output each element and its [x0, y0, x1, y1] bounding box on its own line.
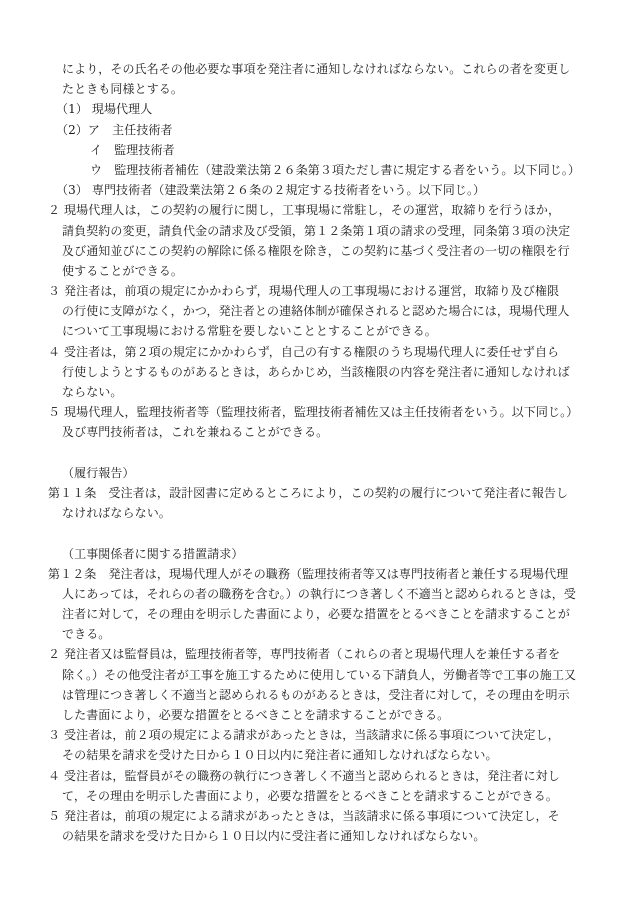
text-line: 第１２条 発注者は，現場代理人がその職務（監理技術者等又は専門技術者と兼任する現場代理 — [48, 566, 569, 581]
blank-line — [48, 443, 586, 463]
text-line: について工事現場における常駐を要しないこととすることができる。 — [62, 324, 437, 339]
text-line: て，その理由を明示した書面により，必要な措置をとるべきことを請求することができる。 — [62, 788, 558, 803]
text-line: 除く。）その他受注者が工事を施工するために使用している下請負人，労働者等で工事の施工又 — [62, 667, 577, 682]
text-line: （履行報告） — [62, 465, 135, 480]
text-line: ５ 発注者は，前項の規定による請求があったときは，当該請求に係る事項について決定し，そ — [48, 808, 560, 823]
text-line: 使することができる。 — [62, 263, 184, 278]
text-line: は管理につき著しく不適当と認められるものがあるときは，受注者に対して，その理由を明示 — [62, 687, 570, 702]
text-line: ３ 発注者は，前項の規定にかかわらず，現場代理人の工事現場における運営，取締り及び権限 — [48, 284, 560, 299]
text-line: ５ 現場代理人，監理技術者等（監理技術者，監理技術者補佐又は主任技術者をいう。以下同じ。） — [48, 405, 579, 420]
text-line: の結果を請求を受けた日から１０日以内に受注者に通知しなければならない。 — [62, 829, 486, 844]
text-line: できる。 — [62, 627, 111, 642]
text-line: ２ 発注者又は監督員は，監理技術者等，専門技術者（これらの者と現場代理人を兼任する者を — [48, 647, 561, 662]
text-line: なければならない。 — [62, 506, 171, 521]
text-line: 及び専門技術者は，これを兼ねることができる。 — [62, 425, 329, 440]
text-line: イ 監理技術者 — [90, 142, 175, 157]
blank-line — [48, 523, 586, 543]
text-line: ならない。 — [62, 385, 123, 399]
text-line: 及び通知並びにこの契約の解除に係る権限を除き，この契約に基づく受注者の一切の権限を行 — [62, 243, 570, 258]
text-line: ４ 受注者は，第２項の規定にかかわらず，自己の有する権限のうち現場代理人に委任せず自ら — [48, 344, 560, 359]
text-line: （1） 現場代理人 — [56, 102, 153, 117]
text-line: 請負契約の変更，請負代金の請求及び受領，第１２条第１項の請求の受理，同条第３項の決定 — [62, 223, 571, 238]
text-line: した書面により，必要な措置をとるべきことを請求することができる。 — [62, 708, 450, 722]
text-line: （2）ア 主任技術者 — [56, 122, 173, 137]
text-line: ３ 受注者は，前２項の規定による請求があったときは，当該請求に係る事項について決定し， — [48, 728, 560, 743]
text-line: により，その氏名その他必要な事項を発注者に通知しなければならない。これらの者を変更し — [62, 62, 571, 76]
text-line: 人にあっては，それらの者の職務を含む。）の執行につき著しく不適当と認められるときは，受 — [62, 586, 576, 601]
text-line: たときも同様とする。 — [62, 82, 184, 97]
text-line: 第１１条 受注者は，設計図書に定めるところにより，この契約の履行について発注者に報告し — [48, 485, 569, 500]
text-line: その結果を請求を受けた日から１０日以内に発注者に通知しなければならない。 — [62, 748, 498, 763]
text-line: 注者に対して，その理由を明示した書面により，必要な措置をとるべきことを請求することが — [62, 607, 570, 622]
document-body — [48, 59, 586, 846]
text-line: ウ 監理技術者補佐（建設業法第２６条第３項ただし書に規定する者をいう。以下同じ。） — [90, 162, 581, 177]
text-line: ４ 受注者は，監督員がその職務の執行につき著しく不適当と認められるときは，発注者に対し — [48, 768, 560, 783]
text-line: （3） 専門技術者（建設業法第２６条の２規定する技術者をいう。以下同じ。） — [56, 183, 486, 198]
text-line: ２ 現場代理人は，この契約の履行に関し，工事現場に常駐し，その運営，取締りを行うほか， — [48, 203, 561, 218]
text-line: の行使に支障がなく，かつ，発注者との連絡体制が確保されると認めた場合には，現場代理人 — [62, 304, 570, 319]
text-line: 行使しようとするものがあるときは，あらかじめ，当該権限の内容を発注者に通知しなければ — [62, 364, 570, 379]
text-line: （工事関係者に関する措置請求） — [62, 546, 244, 561]
